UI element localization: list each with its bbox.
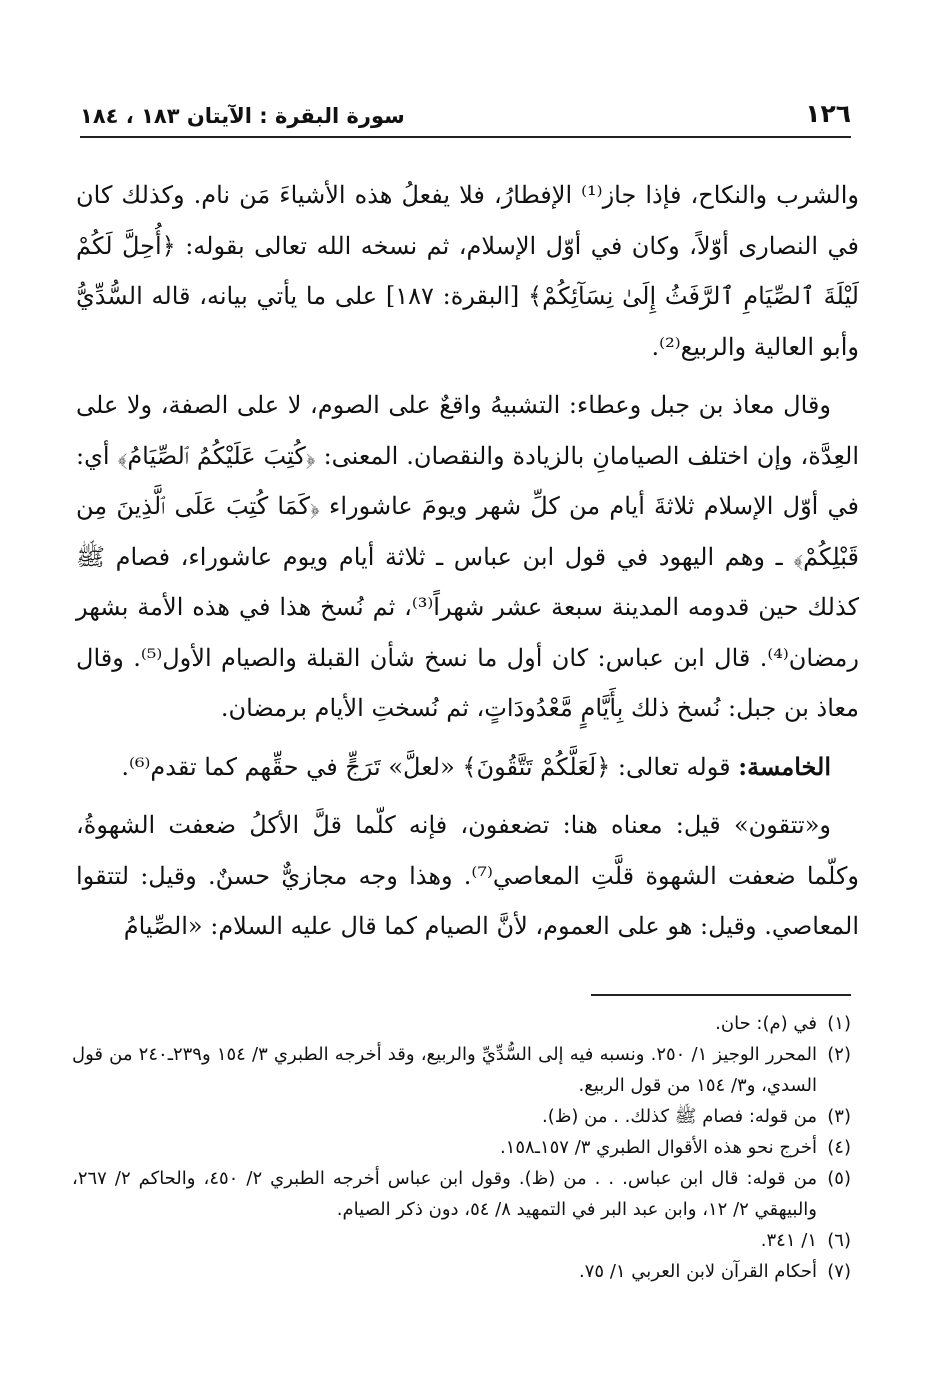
footnote-item [72,1101,851,1132]
header-divider [80,136,851,138]
paragraph-3 [76,742,859,793]
footnote-text: أحكام القرآن لابن العربي ١/ ٧٥. [579,1261,817,1282]
footnote-number: (٥) [827,1168,851,1189]
footnote-divider [591,994,851,996]
page-number: ١٢٦ [805,99,851,128]
footnote-item [72,1008,851,1039]
footnote-item [72,1039,851,1101]
footnote-number: (٣) [827,1106,851,1127]
main-text [76,170,859,952]
paragraph-4: و«تتقون» قيل: معناه هنا: تضعفون، فإنه كلّما قلَّ الأكلُ ضعفت الشهوةُ، وكلّما ضعفت الشهوة قلَّتِ المعاصي⁽⁷⁾. وهذا وجه مجازيٌّ حسنٌ. وقيل: لتتقوا المعاصي. وقيل: هو على العموم، لأنَّ الصيام كما قال عليه السلام: «الصِّيامُ [76,811,859,940]
footnote-text: من قوله: قال ابن عباس. . . من (ظ). وقول ابن عباس أخرجه الطبري ٢/ ٤٥٠، والحاكم ٢/ ٢٦٧، والبيهقي ٢/ ١٢، وابن عبد البر في التمهيد ٨/ ٥٤، دون ذكر الصيام. [72,1168,817,1220]
page-header [80,88,851,128]
footnote-item [72,1132,851,1163]
footnote-item [72,1256,851,1287]
footnote-number: (٢) [827,1044,851,1065]
paragraph-3-lead: الخامسة: [738,751,831,781]
paragraph-3-text: قوله تعالى: ﴿لَعَلَّكُمْ تَتَّقُونَ﴾ «لعلَّ» تَرَجٍّ في حقِّهم كما تقدم⁽⁶⁾. [121,752,739,781]
footnote-text: في (م): حان. [715,1013,817,1034]
running-head: سورة البقرة : الآيتان ١٨٣ ، ١٨٤ [80,104,405,128]
footnote-text: أخرج نحو هذه الأقوال الطبري ٣/ ١٥٧ـ١٥٨. [499,1137,817,1158]
paragraph-1: والشرب والنكاح، فإذا جاز⁽¹⁾ الإفطارُ، فلا يفعلُ هذه الأشياءَ مَن نام. وكذلك كان في النصارى أوّلاً، وكان في أوّل الإسلام، ثم نسخه الله تعالى بقوله: ﴿أُحِلَّ لَكُمْ لَيْلَةَ ٱلصِّيَامِ ٱلرَّفَثُ إِلَىٰ نِسَآئِكُمْ﴾ [البقرة: ١٨٧] على ما يأتي بيانه، قاله السُّدِّيُّ وأبو العالية والربيع⁽²⁾. [76,181,859,361]
footnote-text: من قوله: فصام ﷺ كذلك. . من (ظ). [542,1106,817,1127]
footnote-text: ١/ ٣٤١. [760,1230,817,1251]
footnote-item [72,1225,851,1256]
footnote-number: (١) [827,1013,851,1034]
footnote-text: المحرر الوجيز ١/ ٢٥٠. ونسبه فيه إلى السُّدِّيِّ والربيع، وقد أخرجه الطبري ٣/ ١٥٤ و٢٣٩ـ٢٤٠ من قول السدي، و٣/ ١٥٤ من قول الربيع. [72,1044,817,1096]
footnote-item [72,1163,851,1225]
footnotes [72,1008,851,1287]
paragraph-2: وقال معاذ بن جبل وعطاء: التشبيهُ واقعٌ على الصوم، لا على الصفة، ولا على العِدَّة، وإن اختلف الصيامانِ بالزيادة والنقصان. المعنى: ﴿كُتِبَ عَلَيْكُمُ ٱلصِّيَامُ﴾ أي: في أوّل الإسلام ثلاثةَ أيام من كلِّ شهر ويومَ عاشوراء ﴿كَمَا كُتِبَ عَلَى ٱلَّذِينَ مِن قَبْلِكُمْ﴾ ـ وهم اليهود في قول ابن عباس ـ ثلاثة أيام ويوم عاشوراء، فصام ﷺ كذلك حين قدومه المدينة سبعة عشر شهراً⁽³⁾، ثم نُسخ هذا في هذه الأمة بشهر رمضان⁽⁴⁾. قال ابن عباس: كان أول ما نسخ شأن القبلة والصيام الأول⁽⁵⁾. وقال معاذ بن جبل: نُسخ ذلك بِأَيَّامٍ مَّعْدُودَاتٍ، ثم نُسختِ الأيام برمضان. [76,391,860,722]
footnote-number: (٤) [827,1137,851,1158]
footnote-number: (٧) [827,1261,851,1282]
footnote-number: (٦) [827,1230,851,1251]
